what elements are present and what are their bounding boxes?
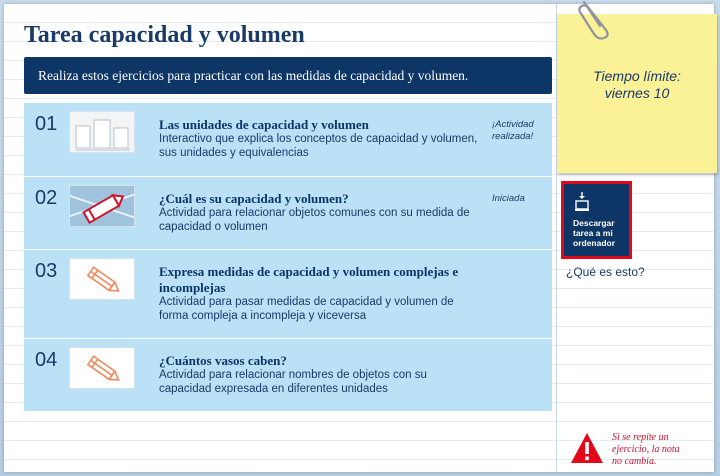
activity-title[interactable]: ¿Cuántos vasos caben? — [159, 353, 287, 368]
download-computer-icon — [575, 192, 591, 212]
download-task-button[interactable] — [561, 181, 632, 259]
pencil-icon — [69, 258, 135, 300]
activity-title[interactable]: Las unidades de capacidad y volumen — [159, 117, 369, 132]
activity-title[interactable]: Expresa medidas de capacidad y volumen complejas e incomplejas — [159, 264, 459, 295]
cubes-image — [69, 111, 135, 153]
warning-text — [612, 432, 712, 468]
activity-number: 03 — [35, 260, 58, 282]
download-label-2: tarea a mi — [573, 228, 613, 238]
activity-list — [24, 103, 552, 411]
status-badge: Iniciada — [492, 193, 525, 204]
deadline-value: viernes 10 — [604, 85, 670, 101]
download-label-3: ordenador — [573, 238, 616, 248]
status-badge: ¡Actividad realizada! — [492, 119, 534, 142]
activity-description: Actividad para pasar medidas de capacidad y volumen de forma compleja a incompleja y viceversa — [159, 296, 454, 322]
intro-banner: Realiza estos ejercicios para practicar con las medidas de capacidad y volumen. — [24, 57, 552, 94]
activity-number: 01 — [35, 113, 58, 135]
activity-description: Interactivo que explica los conceptos de capacidad y volumen, sus unidades y equivalencias — [159, 133, 478, 159]
activity-number: 04 — [35, 349, 58, 371]
pencil-icon — [69, 347, 135, 389]
download-label-1: Descargar — [573, 218, 615, 228]
activity-description: Actividad para relacionar nombres de objetos con su capacidad expresada en diferentes unidades — [159, 369, 427, 395]
paperclip-icon — [576, 0, 616, 40]
deadline-label: Tiempo límite: — [593, 68, 681, 84]
warning-line: Si se repite un — [612, 432, 669, 443]
pencil-image — [69, 185, 135, 227]
activity-description: Actividad para relacionar objetos comunes con su medida de capacidad o volumen — [159, 207, 470, 233]
activity-item-3[interactable] — [24, 250, 552, 338]
warning-line: no cambia. — [612, 456, 657, 467]
activity-item-4[interactable] — [24, 339, 552, 411]
page-title: Tarea capacidad y volumen — [24, 22, 305, 48]
activity-item-2[interactable] — [24, 177, 552, 249]
warning-icon — [570, 432, 604, 464]
what-is-this-link[interactable]: ¿Qué es esto? — [566, 265, 645, 279]
activity-item-1[interactable] — [24, 103, 552, 176]
warning-line: ejercicio, la nota — [612, 444, 680, 455]
activity-title[interactable]: ¿Cuál es su capacidad y volumen? — [159, 191, 349, 206]
activity-number: 02 — [35, 187, 58, 209]
